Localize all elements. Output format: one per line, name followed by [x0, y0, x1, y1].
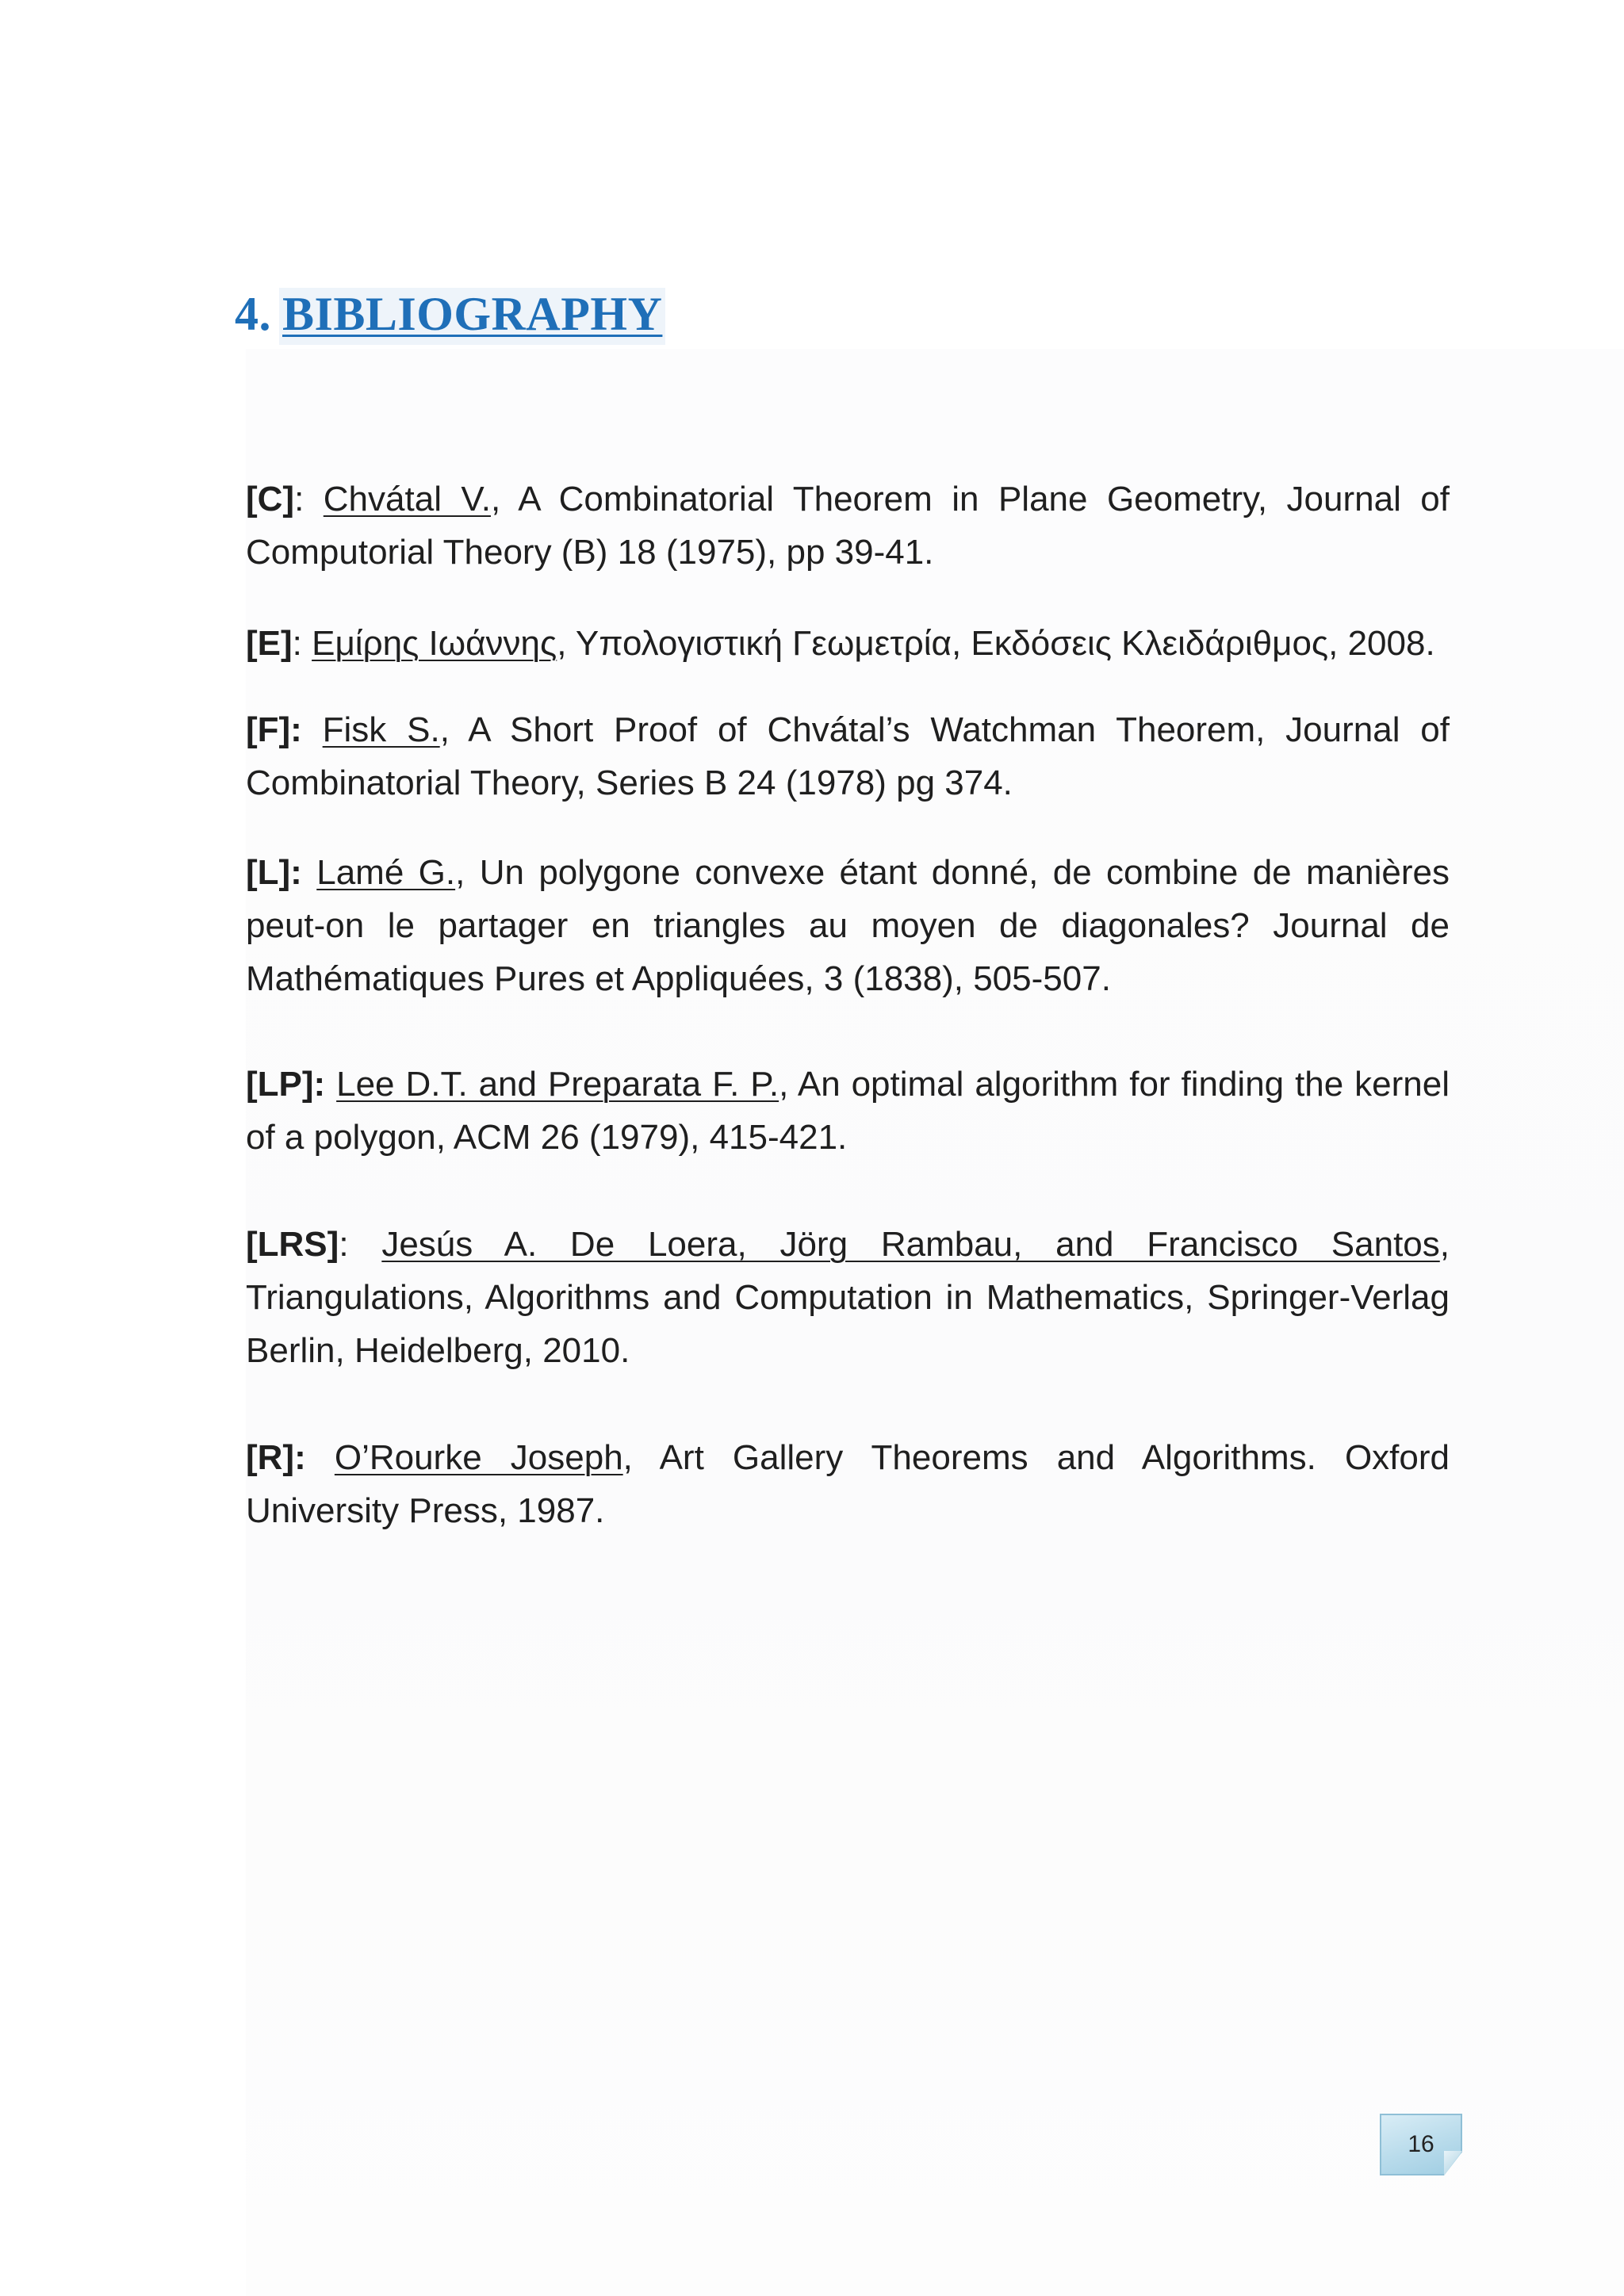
citation-author: Jesús A. De Loera, Jörg Rambau, and Francisco Santos — [381, 1225, 1440, 1264]
citation-author: Εμίρης Ιωάννης — [312, 624, 557, 663]
bibliography-entry-l — [246, 846, 1450, 1005]
citation-author: Lamé G. — [316, 853, 456, 892]
citation-key: [L]: — [246, 853, 302, 892]
citation-separator — [302, 710, 323, 749]
citation-separator: : — [294, 480, 324, 519]
citation-text: , Triangulations, Algorithms and Computation in Mathematics, Springer-Verlag Berlin, Heidelberg, 2010. — [246, 1225, 1450, 1370]
citation-separator — [306, 1438, 335, 1477]
citation-separator: : — [292, 624, 312, 663]
section-heading — [235, 287, 665, 342]
citation-text: , A Short Proof of Chvátal’s Watchman Theorem, Journal of Combinatorial Theory, Series B 24 (1978) pg 374. — [246, 710, 1450, 802]
citation-key: [F]: — [246, 710, 302, 749]
citation-author: Fisk S. — [322, 710, 440, 749]
bibliography-entry-f — [246, 703, 1450, 809]
citation-separator: : — [339, 1225, 382, 1264]
citation-author: Lee D.T. and Preparata F. P. — [336, 1065, 779, 1104]
section-title: BIBLIOGRAPHY — [279, 288, 665, 345]
citation-separator — [325, 1065, 336, 1104]
bibliography-entry-r — [246, 1431, 1450, 1537]
citation-text: , Un polygone convexe étant donné, de combine de manières peut-on le partager en triangles au moyen de diagonales? Journal de Mathématiques Pures et Appliquées, 3 (1838), 505-507. — [246, 853, 1450, 998]
citation-author: O’Rourke Joseph — [334, 1438, 623, 1477]
section-number: 4. — [235, 288, 271, 340]
bibliography-entry-lp — [246, 1058, 1450, 1164]
bibliography-entry-lrs — [246, 1218, 1450, 1377]
citation-text: , A Combinatorial Theorem in Plane Geometry, Journal of Computorial Theory (B) 18 (1975), pp 39-41. — [246, 480, 1450, 572]
citation-key: [E] — [246, 624, 293, 663]
bibliography-entry-e — [246, 617, 1450, 670]
citation-key: [LP]: — [246, 1065, 326, 1104]
citation-author: Chvátal V. — [323, 480, 491, 519]
bibliography-entry-c — [246, 473, 1450, 579]
citation-separator — [302, 853, 316, 892]
citation-key: [LRS] — [246, 1225, 339, 1264]
citation-key: [C] — [246, 480, 295, 519]
citation-text: , Art Gallery Theorems and Algorithms. Oxford University Press, 1987. — [246, 1438, 1450, 1530]
citation-key: [R]: — [246, 1438, 306, 1477]
citation-text: , An optimal algorithm for finding the kernel of a polygon, ACM 26 (1979), 415-421. — [246, 1065, 1450, 1157]
citation-text: , Υπολογιστική Γεωμετρία, Εκδόσεις Κλειδάριθμος, 2008. — [557, 624, 1435, 663]
bibliography-list — [246, 473, 1450, 1537]
page-number: 16 — [1408, 2131, 1434, 2157]
